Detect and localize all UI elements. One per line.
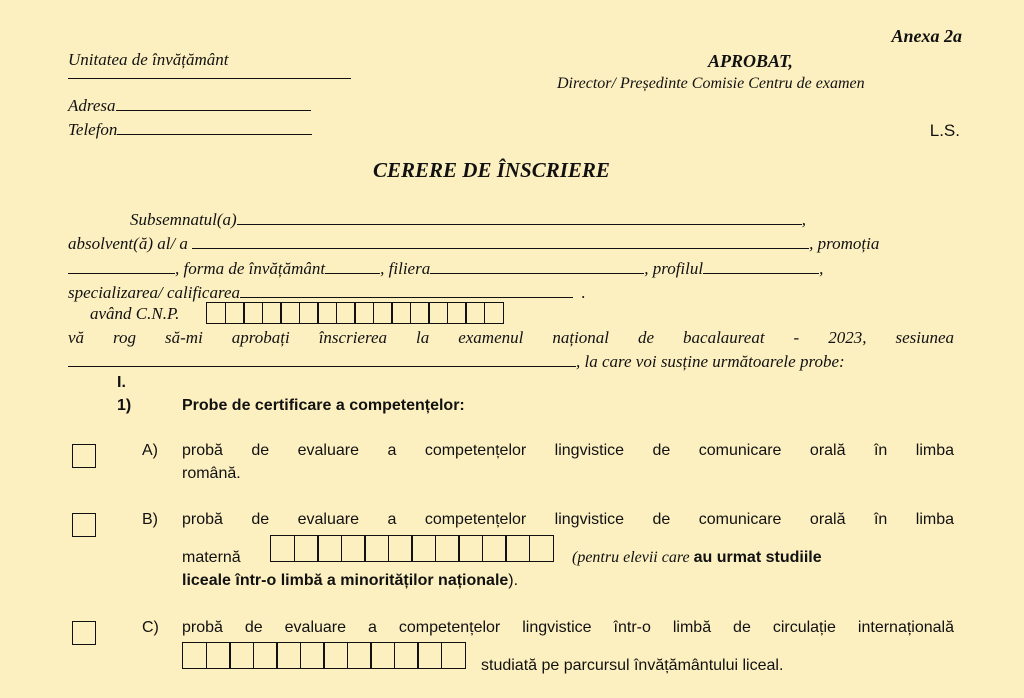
letter-box[interactable] bbox=[388, 535, 413, 562]
item-a-label: A) bbox=[142, 442, 158, 459]
item-c-text: probă de evaluare a competențelor lingvistice într-o limbă de circulație internațională bbox=[182, 619, 954, 636]
item-c-label: C) bbox=[142, 619, 159, 636]
letter-box[interactable] bbox=[435, 535, 460, 562]
letter-box[interactable] bbox=[341, 535, 366, 562]
letter-box[interactable] bbox=[294, 535, 319, 562]
address-line[interactable] bbox=[116, 109, 311, 111]
period: . bbox=[581, 283, 586, 302]
undersigned-field bbox=[130, 210, 806, 230]
institution-line[interactable] bbox=[68, 78, 351, 79]
letter-box[interactable] bbox=[229, 642, 254, 669]
promotion-line[interactable] bbox=[68, 272, 175, 274]
cnp-digit[interactable] bbox=[243, 302, 263, 324]
letter-box[interactable] bbox=[458, 535, 483, 562]
item-b-minorities: liceale într-o limbă a minorităților naționale bbox=[182, 572, 509, 589]
letter-box[interactable] bbox=[347, 642, 372, 669]
item-a-text: probă de evaluare a competențelor lingvistice de comunicare orală în limba bbox=[182, 442, 954, 459]
letter-box[interactable] bbox=[394, 642, 419, 669]
letter-box[interactable] bbox=[206, 642, 231, 669]
cnp-digit[interactable] bbox=[299, 302, 319, 324]
item-a-text-cont: română. bbox=[182, 465, 241, 482]
section-number: 1) bbox=[117, 397, 132, 414]
page-title: CERERE DE ÎNSCRIERE bbox=[373, 158, 610, 182]
letter-box[interactable] bbox=[441, 642, 466, 669]
form-track-field bbox=[68, 259, 823, 279]
seal-label: L.S. bbox=[929, 121, 960, 140]
letter-box[interactable] bbox=[182, 642, 207, 669]
item-b-label: B) bbox=[142, 511, 158, 528]
checkbox-a[interactable] bbox=[72, 444, 96, 468]
letter-box[interactable] bbox=[364, 535, 389, 562]
letter-box[interactable] bbox=[505, 535, 530, 562]
cnp-digit[interactable] bbox=[410, 302, 430, 324]
cnp-digit[interactable] bbox=[428, 302, 448, 324]
letter-box[interactable] bbox=[411, 535, 436, 562]
cnp-digit[interactable] bbox=[317, 302, 337, 324]
letter-box[interactable] bbox=[317, 535, 342, 562]
item-b-line3 bbox=[182, 572, 518, 590]
school-line[interactable] bbox=[192, 247, 809, 249]
profile-label: , profilul bbox=[644, 259, 704, 278]
item-b-end: ). bbox=[508, 572, 519, 589]
letter-box[interactable] bbox=[529, 535, 554, 562]
graduate-field bbox=[68, 234, 879, 254]
phone-label: Telefon bbox=[68, 120, 118, 139]
session-line[interactable] bbox=[68, 365, 576, 367]
letter-box[interactable] bbox=[253, 642, 278, 669]
cnp-digit[interactable] bbox=[336, 302, 356, 324]
section-roman: I. bbox=[117, 374, 126, 391]
annex-number: Anexa 2a bbox=[891, 26, 962, 46]
letter-box[interactable] bbox=[270, 535, 295, 562]
letter-box[interactable] bbox=[300, 642, 325, 669]
graduate-label: absolvent(ă) al/ a bbox=[68, 234, 188, 253]
phone-field bbox=[68, 120, 312, 140]
address-label: Adresa bbox=[68, 96, 116, 115]
name-line[interactable] bbox=[237, 223, 802, 225]
phone-line[interactable] bbox=[117, 133, 312, 135]
form-line[interactable] bbox=[325, 272, 380, 274]
promotion-label: , promoția bbox=[809, 234, 880, 253]
cnp-boxes[interactable] bbox=[206, 302, 502, 324]
item-b-materna: maternă bbox=[182, 549, 241, 566]
letter-box[interactable] bbox=[323, 642, 348, 669]
letter-box[interactable] bbox=[417, 642, 442, 669]
cnp-digit[interactable] bbox=[465, 302, 485, 324]
form-label: , forma de învățământ bbox=[175, 259, 326, 278]
director-label: Director/ Președinte Comisie Centru de examen bbox=[557, 75, 865, 92]
cnp-digit[interactable] bbox=[391, 302, 411, 324]
undersigned-label: Subsemnatul(a) bbox=[130, 210, 237, 229]
item-b-text: probă de evaluare a competențelor lingvistice de comunicare orală în limba bbox=[182, 511, 954, 528]
cnp-digit[interactable] bbox=[206, 302, 226, 324]
tests-intro-text: , la care voi susține următoarele probe: bbox=[576, 352, 845, 371]
section-heading: Probe de certificare a competențelor: bbox=[182, 397, 465, 414]
letter-box[interactable] bbox=[370, 642, 395, 669]
request-text: vă rog să-mi aprobați înscrierea la examenul național de bacalaureat - 2023, sesiunea bbox=[68, 328, 954, 347]
profile-line[interactable] bbox=[703, 272, 819, 274]
mother-tongue-boxes[interactable] bbox=[270, 535, 552, 562]
letter-box[interactable] bbox=[482, 535, 507, 562]
cnp-digit[interactable] bbox=[447, 302, 467, 324]
address-field bbox=[68, 96, 311, 116]
letter-box[interactable] bbox=[276, 642, 301, 669]
item-b-note bbox=[572, 549, 822, 567]
specialization-line[interactable] bbox=[240, 296, 573, 298]
cnp-digit[interactable] bbox=[280, 302, 300, 324]
cnp-digit[interactable] bbox=[484, 302, 504, 324]
cnp-digit[interactable] bbox=[354, 302, 374, 324]
comma: , bbox=[819, 259, 824, 278]
specialization-label: specializarea/ calificarea bbox=[68, 283, 241, 302]
item-b-note-bold: au urmat studiile bbox=[693, 549, 822, 566]
comma: , bbox=[801, 210, 806, 229]
cnp-label: având C.N.P. bbox=[90, 304, 180, 323]
cnp-digit[interactable] bbox=[225, 302, 245, 324]
cnp-digit[interactable] bbox=[373, 302, 393, 324]
checkbox-c[interactable] bbox=[72, 621, 96, 645]
track-label: , filiera bbox=[380, 259, 431, 278]
item-b-note-start: (pentru elevii care bbox=[572, 549, 690, 566]
approved-label: APROBAT, bbox=[708, 51, 793, 71]
cnp-digit[interactable] bbox=[262, 302, 282, 324]
institution-label: Unitatea de învățământ bbox=[68, 50, 229, 69]
specialization-field bbox=[68, 283, 586, 303]
item-c-text-cont: studiată pe parcursul învățământului liceal. bbox=[481, 657, 784, 674]
checkbox-b[interactable] bbox=[72, 513, 96, 537]
session-field bbox=[68, 352, 845, 372]
language-boxes[interactable] bbox=[182, 642, 464, 669]
track-line[interactable] bbox=[430, 272, 644, 274]
